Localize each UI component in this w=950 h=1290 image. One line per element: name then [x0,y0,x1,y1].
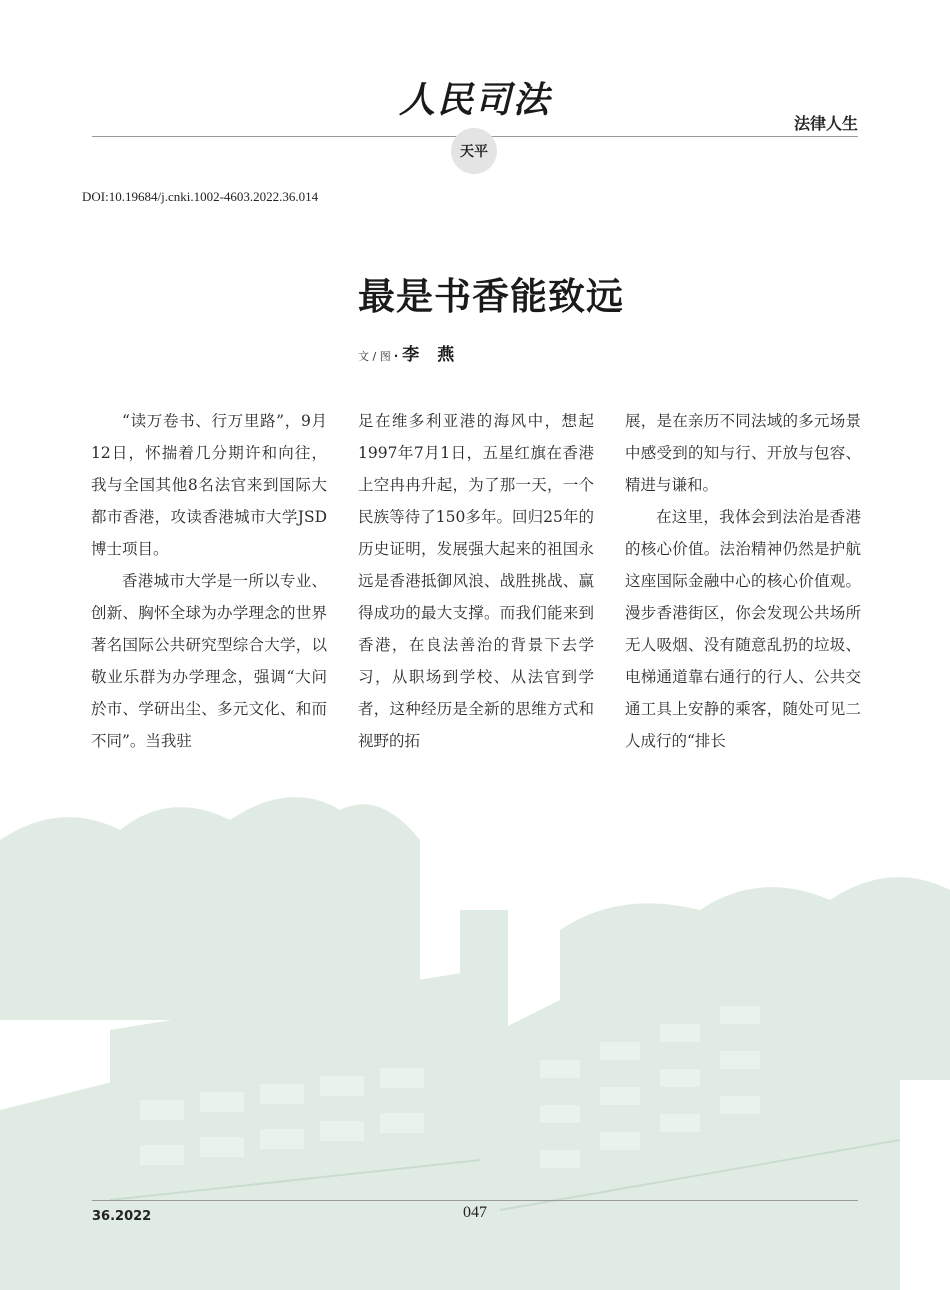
text-column-1 [91,405,327,757]
article-title: 最是书香能致远 [358,275,624,318]
doi-identifier: DOI:10.19684/j.cnki.1002-4603.2022.36.014 [82,189,319,204]
issue-number: 36.2022 [92,1209,152,1224]
paragraph: 足在维多利亚港的海风中，想起1997年7月1日，五星红旗在香港上空冉冉升起，为了那一天，一个民族等待了150多年。回归25年的历史证明，发展强大起来的祖国永远是香港抵御风浪、战胜挑战、赢得成功的最大支撑。而我们能来到香港，在良法善治的背景下去学习，从职场到学校、从法官到学者，这种经历是全新的思维方式和视野的拓 [358,412,594,750]
author-name: 李燕 [402,345,473,365]
magazine-masthead: 人民司法 [398,79,551,121]
byline-prefix: 文 / 图 [358,350,391,363]
byline-dot: · [393,349,399,363]
page-number: 047 [463,1204,487,1221]
paragraph: 在这里，我体会到法治是香港的核心价值。法治精神仍然是护航这座国际金融中心的核心价值观。漫步香港街区，你会发现公共场所无人吸烟、没有随意乱扔的垃圾、电梯通道靠右通行的行人、公共交通工具上安静的乘客，随处可见二人成行的“排长 [625,508,861,750]
text-column-3 [625,405,861,757]
byline [358,340,472,365]
column-name: 法律人生 [793,114,858,133]
paragraph: 展，是在亲历不同法域的多元场景中感受到的知与行、开放与包容、精进与谦和。 [625,412,861,494]
paragraph: “读万卷书、行万里路”，9月12日，怀揣着几分期许和向往，我与全国其他8名法官来到国际大都市香港，攻读香港城市大学JSD博士项目。 [91,412,327,558]
paragraph: 香港城市大学是一所以专业、创新、胸怀全球为办学理念的世界著名国际公共研究型综合大学，以敬业乐群为办学理念，强调“大问於市、学研出尘、多元文化、和而不同”。当我驻 [91,572,327,750]
section-badge: 天平 [451,128,497,174]
text-column-2 [358,405,594,757]
footer-divider [92,1200,858,1201]
